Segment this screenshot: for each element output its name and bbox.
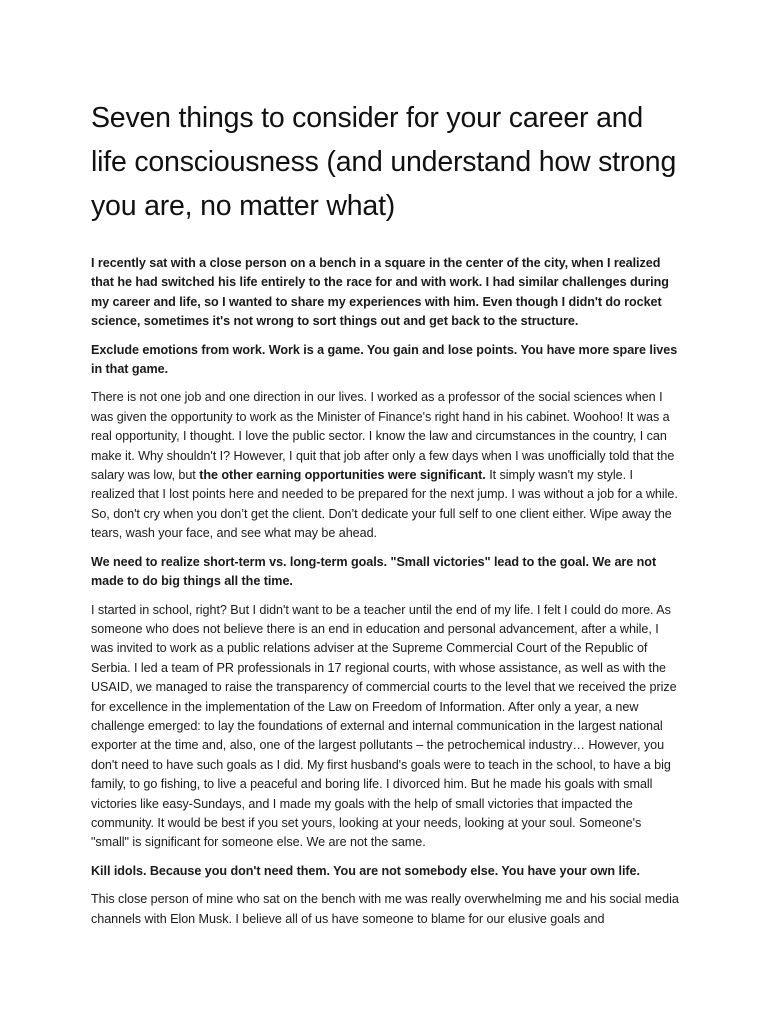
body-paragraph-1-part-b: It simply wasn't my style. I realized that I lost points here and needed to be prepared for the next jump. I was without a job for a while. So, don't cry when you don’t get the client. Don’t dedicate your full self to one client either. Wipe away the tears, wash your face, and see what may be ahead. [91,468,678,541]
article-title: Seven things to consider for your career and life consciousness (and understand how strong you are, no matter what) [91,102,677,222]
body-paragraph-1-bold: the other earning opportunities were significant. [199,468,486,483]
body-paragraph-1-part-a: There is not one job and one direction in our lives. I worked as a professor of the social sciences when I was given the opportunity to work as the Minister of Finance's right hand in his cabinet. Woohoo! It was a real opportunity, I thought. I love the public sector. I know the law and circumstances in the country, I can make it. Why shouldn't I? However, I quit that job after only a few days when I was unofficially told that the salary was low, but [91,390,675,483]
body-paragraph-1 [91,388,680,543]
section-heading-1: Exclude emotions from work. Work is a game. You gain and lose points. You have more spare lives in that game. [91,342,678,377]
intro-paragraph: I recently sat with a close person on a bench in a square in the center of the city, when I realized that he had switched his life entirely to the race for and with work. I had similar challenges during my career and life, so I wanted to share my experiences with him. Even though I didn't do rocket science, sometimes it's not wrong to sort things out and get back to the structure. [91,256,669,329]
section-heading-2: We need to realize short-term vs. long-term goals. "Small victories" lead to the goal. We are not made to do big things all the time. [91,554,657,589]
section-heading-3: Kill idols. Because you don't need them. You are not somebody else. You have your own life. [91,863,640,878]
body-paragraph-2: I started in school, right? But I didn't want to be a teacher until the end of my life. I felt I could do more. As someone who does not believe there is an end in education and personal advancement, after a while, I was invited to work as a public relations adviser at the Supreme Commercial Court of the Republic of Serbia. I led a team of PR professionals in 17 regional courts, with whose assistance, as well as with the USAID, we managed to raise the transparency of commercial courts to the level that we received the prize for excellence in the implementation of the Law on Freedom of Information. After only a year, a new challenge emerged: to lay the foundations of external and internal communication in the largest national exporter at the time and, also, one of the largest pollutants – the petrochemical industry… However, you don't need to have such goals as I did. My first husband's goals were to teach in the school, to have a big family, to go fishing, to live a peaceful and boring life. I divorced him. But he made his goals with small victories like easy-Sundays, and I made my goals with the help of small victories that impacted the community. It would be best if you set yours, looking at your needs, looking at your soul. Someone's "small" is significant for someone else. We are not the same. [91,602,677,850]
body-paragraph-3: This close person of mine who sat on the bench with me was really overwhelming me and his social media channels with Elon Musk. I believe all of us have someone to blame for our elusive goals and [91,892,679,926]
